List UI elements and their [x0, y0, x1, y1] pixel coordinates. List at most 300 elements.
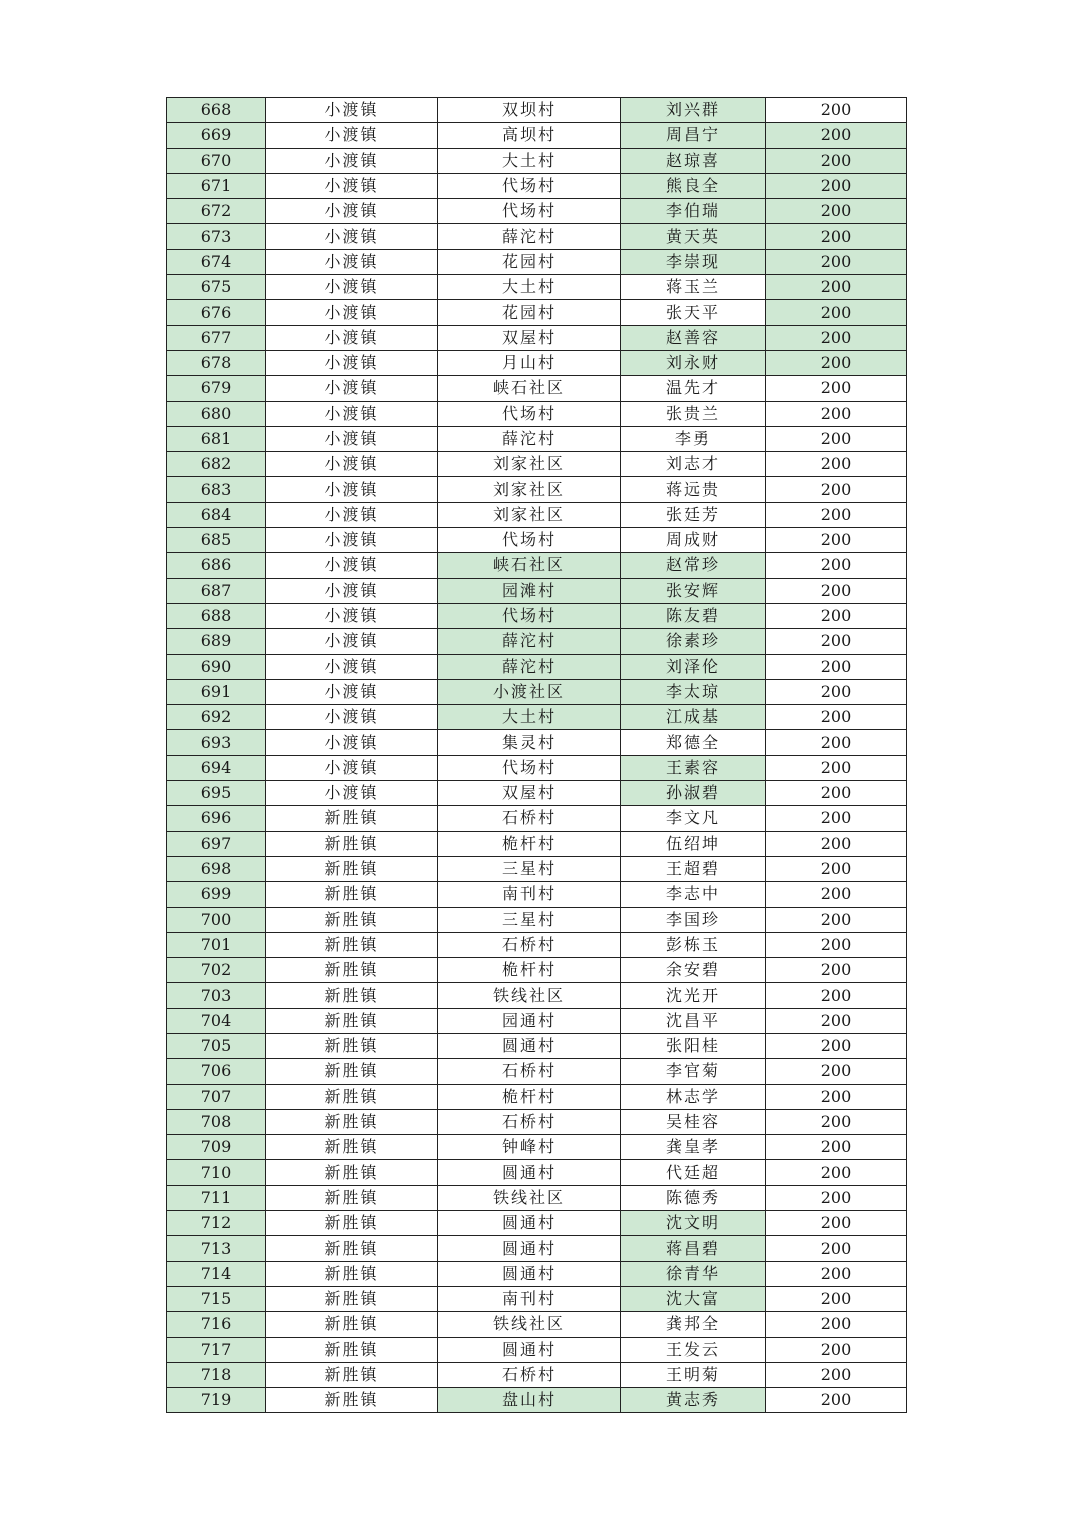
village-cell: 峡石社区 [438, 553, 621, 578]
amount-cell: 200 [766, 831, 907, 856]
table-row [167, 806, 907, 831]
serial-number-cell: 718 [167, 1362, 266, 1387]
village-cell: 大土村 [438, 705, 621, 730]
amount-cell: 200 [766, 654, 907, 679]
serial-number-cell: 712 [167, 1211, 266, 1236]
person-name-cell: 周成财 [621, 528, 766, 553]
village-cell: 花园村 [438, 300, 621, 325]
village-cell: 大土村 [438, 275, 621, 300]
serial-number-cell: 698 [167, 856, 266, 881]
town-cell: 新胜镇 [266, 1211, 438, 1236]
serial-number-cell: 668 [167, 98, 266, 123]
town-cell: 新胜镇 [266, 1261, 438, 1286]
serial-number-cell: 683 [167, 477, 266, 502]
village-cell: 刘家社区 [438, 502, 621, 527]
serial-number-cell: 703 [167, 983, 266, 1008]
village-cell: 桅杆村 [438, 958, 621, 983]
table-row [167, 173, 907, 198]
table-row [167, 300, 907, 325]
village-cell: 小渡社区 [438, 679, 621, 704]
amount-cell: 200 [766, 1261, 907, 1286]
town-cell: 小渡镇 [266, 603, 438, 628]
table-row [167, 730, 907, 755]
town-cell: 新胜镇 [266, 1059, 438, 1084]
village-cell: 铁线社区 [438, 1185, 621, 1210]
amount-cell: 200 [766, 199, 907, 224]
table-row [167, 1312, 907, 1337]
village-cell: 圆通村 [438, 1211, 621, 1236]
amount-cell: 200 [766, 376, 907, 401]
serial-number-cell: 682 [167, 452, 266, 477]
village-cell: 园通村 [438, 1008, 621, 1033]
village-cell: 双屋村 [438, 781, 621, 806]
town-cell: 小渡镇 [266, 148, 438, 173]
amount-cell: 200 [766, 224, 907, 249]
person-name-cell: 陈友碧 [621, 603, 766, 628]
table-row [167, 528, 907, 553]
town-cell: 小渡镇 [266, 528, 438, 553]
village-cell: 石桥村 [438, 1362, 621, 1387]
village-cell: 石桥村 [438, 1059, 621, 1084]
person-name-cell: 刘志才 [621, 452, 766, 477]
person-name-cell: 江成基 [621, 705, 766, 730]
serial-number-cell: 702 [167, 958, 266, 983]
village-cell: 盘山村 [438, 1388, 621, 1413]
table-row [167, 654, 907, 679]
town-cell: 小渡镇 [266, 325, 438, 350]
serial-number-cell: 681 [167, 426, 266, 451]
amount-cell: 200 [766, 173, 907, 198]
serial-number-cell: 685 [167, 528, 266, 553]
person-name-cell: 伍绍坤 [621, 831, 766, 856]
town-cell: 小渡镇 [266, 224, 438, 249]
table-row [167, 831, 907, 856]
village-cell: 薛沱村 [438, 426, 621, 451]
town-cell: 小渡镇 [266, 629, 438, 654]
person-name-cell: 孙淑碧 [621, 781, 766, 806]
table-row [167, 1059, 907, 1084]
village-cell: 双坝村 [438, 98, 621, 123]
amount-cell: 200 [766, 502, 907, 527]
village-cell: 园滩村 [438, 578, 621, 603]
amount-cell: 200 [766, 98, 907, 123]
serial-number-cell: 684 [167, 502, 266, 527]
serial-number-cell: 714 [167, 1261, 266, 1286]
amount-cell: 200 [766, 629, 907, 654]
serial-number-cell: 701 [167, 932, 266, 957]
village-cell: 代场村 [438, 603, 621, 628]
amount-cell: 200 [766, 882, 907, 907]
serial-number-cell: 669 [167, 123, 266, 148]
person-name-cell: 王超碧 [621, 856, 766, 881]
town-cell: 小渡镇 [266, 123, 438, 148]
amount-cell: 200 [766, 1160, 907, 1185]
town-cell: 小渡镇 [266, 376, 438, 401]
amount-cell: 200 [766, 1185, 907, 1210]
person-name-cell: 张贵兰 [621, 401, 766, 426]
table-row [167, 452, 907, 477]
table-row [167, 679, 907, 704]
person-name-cell: 李文凡 [621, 806, 766, 831]
amount-cell: 200 [766, 1337, 907, 1362]
village-cell: 薛沱村 [438, 629, 621, 654]
person-name-cell: 张廷芳 [621, 502, 766, 527]
table-row [167, 1362, 907, 1387]
amount-cell: 200 [766, 1084, 907, 1109]
amount-cell: 200 [766, 806, 907, 831]
table-row [167, 1236, 907, 1261]
person-name-cell: 蒋玉兰 [621, 275, 766, 300]
serial-number-cell: 671 [167, 173, 266, 198]
person-name-cell: 蒋昌碧 [621, 1236, 766, 1261]
table-row [167, 603, 907, 628]
town-cell: 小渡镇 [266, 730, 438, 755]
amount-cell: 200 [766, 730, 907, 755]
person-name-cell: 李伯瑞 [621, 199, 766, 224]
person-name-cell: 张阳桂 [621, 1033, 766, 1058]
village-cell: 桅杆村 [438, 1084, 621, 1109]
person-name-cell: 吴桂容 [621, 1109, 766, 1134]
person-name-cell: 赵琼喜 [621, 148, 766, 173]
town-cell: 新胜镇 [266, 1236, 438, 1261]
table-row [167, 1261, 907, 1286]
serial-number-cell: 699 [167, 882, 266, 907]
amount-cell: 200 [766, 781, 907, 806]
person-name-cell: 徐素珍 [621, 629, 766, 654]
village-cell: 月山村 [438, 350, 621, 375]
serial-number-cell: 695 [167, 781, 266, 806]
town-cell: 新胜镇 [266, 1185, 438, 1210]
person-name-cell: 龚邦全 [621, 1312, 766, 1337]
serial-number-cell: 708 [167, 1109, 266, 1134]
person-name-cell: 李崇现 [621, 249, 766, 274]
person-name-cell: 徐青华 [621, 1261, 766, 1286]
serial-number-cell: 679 [167, 376, 266, 401]
town-cell: 新胜镇 [266, 1135, 438, 1160]
amount-cell: 200 [766, 401, 907, 426]
table-row [167, 148, 907, 173]
village-cell: 桅杆村 [438, 831, 621, 856]
serial-number-cell: 675 [167, 275, 266, 300]
town-cell: 新胜镇 [266, 1084, 438, 1109]
person-name-cell: 代廷超 [621, 1160, 766, 1185]
town-cell: 新胜镇 [266, 831, 438, 856]
village-cell: 代场村 [438, 755, 621, 780]
amount-cell: 200 [766, 1008, 907, 1033]
village-cell: 集灵村 [438, 730, 621, 755]
person-name-cell: 李太琼 [621, 679, 766, 704]
village-cell: 圆通村 [438, 1236, 621, 1261]
village-cell: 圆通村 [438, 1160, 621, 1185]
table-body [167, 98, 907, 1413]
village-cell: 花园村 [438, 249, 621, 274]
person-name-cell: 李勇 [621, 426, 766, 451]
town-cell: 新胜镇 [266, 1008, 438, 1033]
serial-number-cell: 688 [167, 603, 266, 628]
serial-number-cell: 672 [167, 199, 266, 224]
town-cell: 小渡镇 [266, 426, 438, 451]
town-cell: 新胜镇 [266, 882, 438, 907]
town-cell: 小渡镇 [266, 755, 438, 780]
village-cell: 铁线社区 [438, 983, 621, 1008]
amount-cell: 200 [766, 1286, 907, 1311]
person-name-cell: 王素容 [621, 755, 766, 780]
town-cell: 小渡镇 [266, 401, 438, 426]
serial-number-cell: 690 [167, 654, 266, 679]
town-cell: 小渡镇 [266, 502, 438, 527]
serial-number-cell: 673 [167, 224, 266, 249]
amount-cell: 200 [766, 679, 907, 704]
serial-number-cell: 704 [167, 1008, 266, 1033]
table-row [167, 325, 907, 350]
amount-cell: 200 [766, 325, 907, 350]
table-row [167, 401, 907, 426]
village-cell: 代场村 [438, 199, 621, 224]
table-row [167, 502, 907, 527]
serial-number-cell: 697 [167, 831, 266, 856]
amount-cell: 200 [766, 1388, 907, 1413]
serial-number-cell: 713 [167, 1236, 266, 1261]
serial-number-cell: 705 [167, 1033, 266, 1058]
table-row [167, 553, 907, 578]
amount-cell: 200 [766, 578, 907, 603]
amount-cell: 200 [766, 426, 907, 451]
amount-cell: 200 [766, 1362, 907, 1387]
amount-cell: 200 [766, 123, 907, 148]
town-cell: 新胜镇 [266, 1312, 438, 1337]
amount-cell: 200 [766, 528, 907, 553]
table-row [167, 705, 907, 730]
town-cell: 新胜镇 [266, 1388, 438, 1413]
table-row [167, 199, 907, 224]
amount-cell: 200 [766, 1312, 907, 1337]
table-row [167, 932, 907, 957]
village-cell: 南刊村 [438, 882, 621, 907]
table-row [167, 1084, 907, 1109]
town-cell: 新胜镇 [266, 1362, 438, 1387]
amount-cell: 200 [766, 275, 907, 300]
person-name-cell: 李国珍 [621, 907, 766, 932]
table-row [167, 98, 907, 123]
amount-cell: 200 [766, 932, 907, 957]
table-row [167, 907, 907, 932]
town-cell: 小渡镇 [266, 553, 438, 578]
village-cell: 代场村 [438, 173, 621, 198]
serial-number-cell: 692 [167, 705, 266, 730]
amount-cell: 200 [766, 1033, 907, 1058]
person-name-cell: 沈文明 [621, 1211, 766, 1236]
village-cell: 南刊村 [438, 1286, 621, 1311]
village-cell: 双屋村 [438, 325, 621, 350]
town-cell: 新胜镇 [266, 907, 438, 932]
serial-number-cell: 706 [167, 1059, 266, 1084]
person-name-cell: 李志中 [621, 882, 766, 907]
serial-number-cell: 716 [167, 1312, 266, 1337]
person-name-cell: 陈德秀 [621, 1185, 766, 1210]
town-cell: 新胜镇 [266, 932, 438, 957]
town-cell: 小渡镇 [266, 679, 438, 704]
serial-number-cell: 677 [167, 325, 266, 350]
person-name-cell: 温先才 [621, 376, 766, 401]
town-cell: 小渡镇 [266, 578, 438, 603]
table-row [167, 781, 907, 806]
table-row [167, 958, 907, 983]
person-name-cell: 龚皇孝 [621, 1135, 766, 1160]
person-name-cell: 刘泽伦 [621, 654, 766, 679]
town-cell: 小渡镇 [266, 477, 438, 502]
table-row [167, 1135, 907, 1160]
village-cell: 刘家社区 [438, 477, 621, 502]
serial-number-cell: 678 [167, 350, 266, 375]
village-cell: 高坝村 [438, 123, 621, 148]
town-cell: 新胜镇 [266, 1286, 438, 1311]
table-row [167, 123, 907, 148]
village-cell: 刘家社区 [438, 452, 621, 477]
table-row [167, 1337, 907, 1362]
amount-cell: 200 [766, 249, 907, 274]
town-cell: 小渡镇 [266, 705, 438, 730]
village-cell: 薛沱村 [438, 654, 621, 679]
person-name-cell: 沈大富 [621, 1286, 766, 1311]
town-cell: 小渡镇 [266, 654, 438, 679]
town-cell: 小渡镇 [266, 249, 438, 274]
town-cell: 新胜镇 [266, 1033, 438, 1058]
village-cell: 圆通村 [438, 1337, 621, 1362]
amount-cell: 200 [766, 907, 907, 932]
person-name-cell: 林志学 [621, 1084, 766, 1109]
amount-cell: 200 [766, 350, 907, 375]
town-cell: 小渡镇 [266, 275, 438, 300]
town-cell: 新胜镇 [266, 983, 438, 1008]
person-name-cell: 蒋远贵 [621, 477, 766, 502]
person-name-cell: 刘兴群 [621, 98, 766, 123]
serial-number-cell: 709 [167, 1135, 266, 1160]
serial-number-cell: 670 [167, 148, 266, 173]
village-cell: 石桥村 [438, 806, 621, 831]
table-row [167, 578, 907, 603]
amount-cell: 200 [766, 553, 907, 578]
table-row [167, 1008, 907, 1033]
village-cell: 三星村 [438, 907, 621, 932]
table-row [167, 983, 907, 1008]
serial-number-cell: 674 [167, 249, 266, 274]
amount-cell: 200 [766, 452, 907, 477]
serial-number-cell: 693 [167, 730, 266, 755]
table-row [167, 1388, 907, 1413]
table-row [167, 882, 907, 907]
table-row [167, 275, 907, 300]
town-cell: 新胜镇 [266, 958, 438, 983]
town-cell: 小渡镇 [266, 199, 438, 224]
table-row [167, 376, 907, 401]
village-cell: 代场村 [438, 528, 621, 553]
amount-cell: 200 [766, 755, 907, 780]
person-name-cell: 王明菊 [621, 1362, 766, 1387]
amount-cell: 200 [766, 300, 907, 325]
table-row [167, 477, 907, 502]
town-cell: 小渡镇 [266, 452, 438, 477]
table-row [167, 224, 907, 249]
person-name-cell: 张天平 [621, 300, 766, 325]
amount-cell: 200 [766, 148, 907, 173]
amount-cell: 200 [766, 1059, 907, 1084]
person-name-cell: 张安辉 [621, 578, 766, 603]
amount-cell: 200 [766, 1135, 907, 1160]
amount-cell: 200 [766, 1211, 907, 1236]
serial-number-cell: 687 [167, 578, 266, 603]
town-cell: 小渡镇 [266, 98, 438, 123]
amount-cell: 200 [766, 958, 907, 983]
table-row [167, 350, 907, 375]
table-row [167, 1185, 907, 1210]
amount-cell: 200 [766, 603, 907, 628]
serial-number-cell: 710 [167, 1160, 266, 1185]
table-row [167, 1033, 907, 1058]
village-cell: 大土村 [438, 148, 621, 173]
serial-number-cell: 700 [167, 907, 266, 932]
person-name-cell: 彭栋玉 [621, 932, 766, 957]
serial-number-cell: 689 [167, 629, 266, 654]
amount-cell: 200 [766, 1109, 907, 1134]
village-cell: 铁线社区 [438, 1312, 621, 1337]
amount-cell: 200 [766, 705, 907, 730]
table-row [167, 426, 907, 451]
table-row [167, 1286, 907, 1311]
subsidy-list-table [166, 97, 907, 1413]
town-cell: 新胜镇 [266, 1160, 438, 1185]
serial-number-cell: 676 [167, 300, 266, 325]
town-cell: 新胜镇 [266, 1337, 438, 1362]
village-cell: 代场村 [438, 401, 621, 426]
village-cell: 圆通村 [438, 1261, 621, 1286]
person-name-cell: 黄志秀 [621, 1388, 766, 1413]
town-cell: 小渡镇 [266, 173, 438, 198]
person-name-cell: 刘永财 [621, 350, 766, 375]
village-cell: 薛沱村 [438, 224, 621, 249]
table-row [167, 249, 907, 274]
table-row [167, 1160, 907, 1185]
serial-number-cell: 694 [167, 755, 266, 780]
serial-number-cell: 691 [167, 679, 266, 704]
person-name-cell: 沈光开 [621, 983, 766, 1008]
amount-cell: 200 [766, 983, 907, 1008]
village-cell: 峡石社区 [438, 376, 621, 401]
village-cell: 钟峰村 [438, 1135, 621, 1160]
serial-number-cell: 707 [167, 1084, 266, 1109]
village-cell: 三星村 [438, 856, 621, 881]
serial-number-cell: 715 [167, 1286, 266, 1311]
table-row [167, 629, 907, 654]
town-cell: 新胜镇 [266, 1109, 438, 1134]
serial-number-cell: 680 [167, 401, 266, 426]
person-name-cell: 黄天英 [621, 224, 766, 249]
village-cell: 圆通村 [438, 1033, 621, 1058]
person-name-cell: 沈昌平 [621, 1008, 766, 1033]
person-name-cell: 余安碧 [621, 958, 766, 983]
person-name-cell: 熊良全 [621, 173, 766, 198]
amount-cell: 200 [766, 1236, 907, 1261]
person-name-cell: 李官菊 [621, 1059, 766, 1084]
person-name-cell: 王发云 [621, 1337, 766, 1362]
town-cell: 小渡镇 [266, 300, 438, 325]
person-name-cell: 周昌宁 [621, 123, 766, 148]
table-row [167, 1109, 907, 1134]
serial-number-cell: 686 [167, 553, 266, 578]
serial-number-cell: 711 [167, 1185, 266, 1210]
person-name-cell: 赵常珍 [621, 553, 766, 578]
table-row [167, 755, 907, 780]
village-cell: 石桥村 [438, 1109, 621, 1134]
